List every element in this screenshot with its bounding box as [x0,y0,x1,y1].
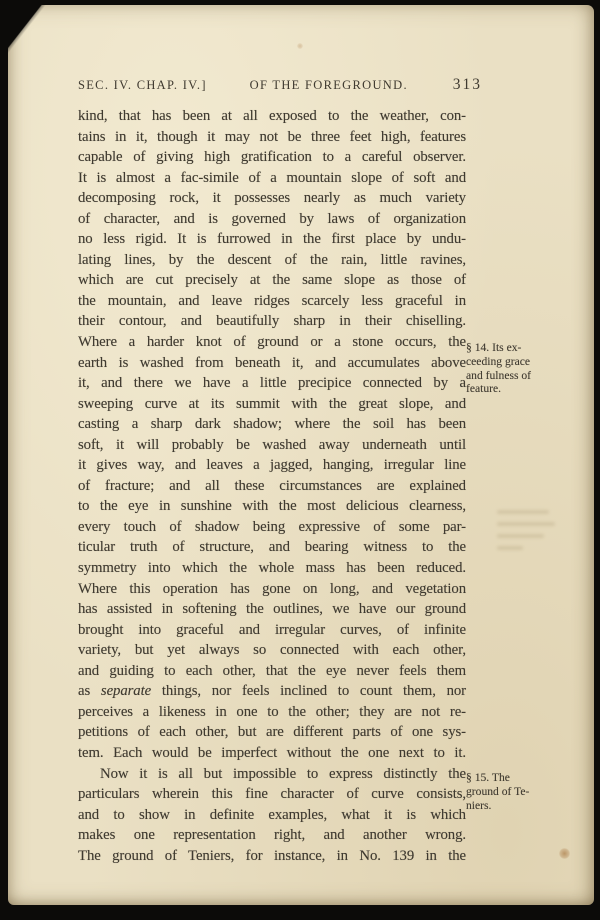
foxing-spot [559,848,570,859]
margin-note-15 [466,771,570,812]
paragraph-1 [78,106,466,764]
text-line: It is almost a fac-simile of a mountain slope of soft and [78,169,466,186]
text-line: no less rigid. It is furrowed in the first place by undu- [78,231,466,248]
text-line: ground of Te- [466,784,530,798]
text-line: The ground of Teniers, for instance, in No. 139 in the [78,847,466,864]
text-line: particulars wherein this fine character of curve consists, [78,786,466,803]
text-line: niers. [466,798,492,812]
header-chapter-title: OF THE FOREGROUND. [249,78,408,92]
page-corner-shadow [8,5,80,63]
book-page [8,5,594,905]
text-line: Where this operation has gone on long, and vegetation [78,580,466,597]
text-line: of character, and is governed by laws of organization [78,210,466,227]
text-line: symmetry into which the whole mass has been reduced. [78,560,466,577]
text-line: variety, but yet always so connected with each other, [78,642,466,659]
text-line: capable of giving high gratification to a careful observer. [78,149,466,166]
text-line: brought into graceful and irregular curves, of infinite [78,621,466,638]
text-line: perceives a likeness in one to the other; they are not re- [78,703,466,720]
text-line: of fracture; and all these circumstances are explained [78,477,466,494]
text-line: as separate things, nor feels inclined to count them, nor [78,683,466,700]
text-line: ticular truth of structure, and bearing witness to the [78,539,466,556]
ink-bleed-through [497,502,561,562]
text-line: it, and there we have a little precipice connected by a [78,375,466,392]
text-line: makes one representation right, and another wrong. [78,827,466,844]
text-line: has assisted in softening the outlines, we have our ground [78,601,466,618]
text-line: soft, it will probably be washed away underneath until [78,436,466,453]
text-line: casting a sharp dark shadow; where the soil has been [78,416,466,433]
header-section-label: SEC. IV. CHAP. IV.] [78,78,207,92]
text-line: and fulness of [466,368,532,382]
text-line: and to show in definite examples, what it is which [78,806,466,823]
text-line: ceeding grace [466,354,531,368]
text-line: tains in it, though it may not be three feet high, features [78,128,466,145]
foxing-spot [297,43,303,49]
text-line: decomposing rock, it possesses nearly as much variety [78,190,466,207]
text-line: tem. Each would be imperfect without the one next to it. [78,744,466,761]
text-line: Where a harder knot of ground or a stone occurs, the [78,334,466,351]
text-line: lating lines, by the descent of the rain, little ravines, [78,251,466,268]
text-line: sweeping curve at its summit with the great slope, and [78,395,466,412]
text-line: every touch of shadow being expressive of some par- [78,518,466,535]
text-line: earth is washed from beneath it, and accumulates above [78,354,466,371]
text-line: which are cut precisely at the same slope as those of [78,272,466,289]
text-line: Now it is all but impossible to express distinctly the [100,765,466,782]
text-line: § 15. The [466,771,510,784]
text-line: the mountain, and leave ridges scarcely less graceful in [78,292,466,309]
paragraph-2 [78,764,466,867]
text-line: to the eye in sunshine with the most delicious clearness, [78,498,466,515]
text-line: kind, that has been at all exposed to the weather, con- [78,108,466,124]
body-text-column [78,106,466,866]
text-line: it gives way, and leaves a jagged, hanging, irregular line [78,457,466,474]
text-line: and guiding to each other, that the eye never feels them [78,662,466,679]
text-line: their contour, and beautifully sharp in their chiselling. [78,313,466,330]
margin-note-14 [466,341,570,396]
text-line: petitions of each other, but are different parts of one sys- [78,724,466,741]
page-number: 313 [452,76,482,93]
running-header [78,76,482,94]
text-line: § 14. Its ex- [466,341,522,354]
text-line: feature. [466,382,502,396]
